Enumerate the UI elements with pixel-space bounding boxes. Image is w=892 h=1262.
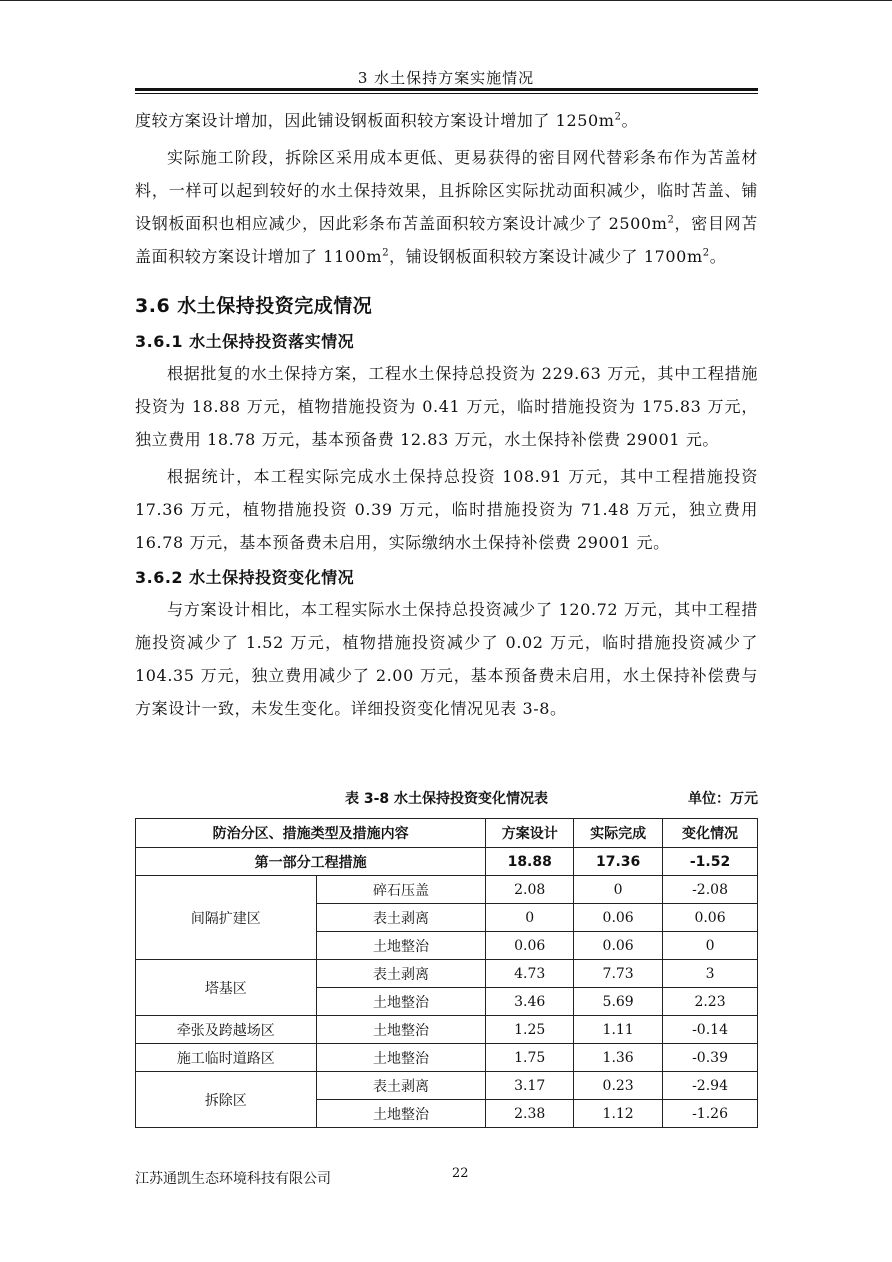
- header-plan: 方案设计: [486, 819, 574, 848]
- plan-cell: 2.08: [486, 876, 574, 904]
- table-row: [136, 1016, 758, 1044]
- change-cell: -1.26: [663, 1100, 758, 1128]
- subsection-heading-2: 3.6.2 水土保持投资变化情况: [135, 568, 355, 587]
- page-top-border: [0, 0, 892, 1]
- change-cell: -2.94: [663, 1072, 758, 1100]
- subsection-heading-1: 3.6.1 水土保持投资落实情况: [135, 332, 355, 351]
- measure-cell: 土地整治: [316, 1016, 486, 1044]
- paragraph-investment-change: 与方案设计相比，本工程实际水土保持总投资减少了 120.72 万元，其中工程措施投资减少了 1.52 万元，植物措施投资减少了 0.02 万元，临时措施投资减少了 104.35 万元，独立费用减少了 2.00 万元，基本预备费未启用，水土保持补偿费与方案设计一致，未发生变化。详细投资变化情况见表 3-8。: [135, 600, 758, 718]
- table-unit: 单位：万元: [688, 791, 758, 807]
- plan-cell: 1.75: [486, 1044, 574, 1072]
- paragraph-construction-phase: [135, 141, 758, 273]
- actual-cell: 0.06: [574, 904, 663, 932]
- area-cell: 塔基区: [136, 960, 317, 1016]
- measure-cell: 土地整治: [316, 1044, 486, 1072]
- p2-text-d: 。: [709, 247, 727, 266]
- part1-label: 第一部分工程措施: [136, 848, 486, 876]
- paragraph-approved-investment: 根据批复的水土保持方案，工程水土保持总投资为 229.63 万元，其中工程措施投资为 18.88 万元，植物措施投资为 0.41 万元，临时措施投资为 175.83 万元，独立费用 18.78 万元，基本预备费 12.83 万元，水土保持补偿费 29001 元。: [135, 364, 758, 449]
- part1-change: -1.52: [663, 848, 758, 876]
- measure-cell: 土地整治: [316, 932, 486, 960]
- measure-cell: 表土剥离: [316, 960, 486, 988]
- paragraph-actual-investment: 根据统计，本工程实际完成水土保持总投资 108.91 万元，其中工程措施投资 17.36 万元，植物措施投资 0.39 万元，临时措施投资为 71.48 万元，独立费用 16.78 万元，基本预备费未启用，实际缴纳水土保持补偿费 29001 元。: [135, 467, 758, 552]
- p2-text-a: 实际施工阶段，拆除区采用成本更低、更易获得的密目网代替彩条布作为苫盖材料，一样可以起到较好的水土保持效果，且拆除区实际扰动面积减少，临时苫盖、铺设钢板面积也相应减少，因此彩条布苫盖面积较方案设计减少了 2500m: [135, 148, 758, 233]
- actual-cell: 1.36: [574, 1044, 663, 1072]
- actual-cell: 0.06: [574, 932, 663, 960]
- measure-cell: 土地整治: [316, 1100, 486, 1128]
- p1-superscript: 2: [614, 111, 622, 123]
- document-body: [135, 104, 758, 725]
- actual-cell: 1.12: [574, 1100, 663, 1128]
- footer-company: 江苏通凯生态环境科技有限公司: [135, 1171, 331, 1187]
- p2-superscript-2: 2: [382, 247, 390, 259]
- area-cell: 拆除区: [136, 1072, 317, 1128]
- actual-cell: 7.73: [574, 960, 663, 988]
- change-cell: 0.06: [663, 904, 758, 932]
- actual-cell: 5.69: [574, 988, 663, 1016]
- p2-text-c: ，铺设钢板面积较方案设计减少了 1700m: [389, 247, 703, 266]
- header-rule-thin: [135, 93, 758, 94]
- plan-cell: 3.46: [486, 988, 574, 1016]
- measure-cell: 表土剥离: [316, 904, 486, 932]
- measure-cell: 表土剥离: [316, 1072, 486, 1100]
- actual-cell: 0: [574, 876, 663, 904]
- table-header-row: [136, 819, 758, 848]
- p2-text-b: ，密目网苫盖面积较方案设计增加了 1100m: [135, 214, 758, 266]
- p1-end: 。: [621, 111, 639, 130]
- measure-cell: 碎石压盖: [316, 876, 486, 904]
- p2-superscript-3: 2: [702, 247, 710, 259]
- change-cell: -2.08: [663, 876, 758, 904]
- change-cell: 3: [663, 960, 758, 988]
- p2-superscript-1: 2: [667, 214, 675, 226]
- p1-text: 度较方案设计增加，因此铺设钢板面积较方案设计增加了 1250m: [135, 111, 615, 130]
- header-actual: 实际完成: [574, 819, 663, 848]
- running-header: 3 水土保持方案实施情况: [357, 69, 535, 87]
- header-category: 防治分区、措施类型及措施内容: [136, 819, 486, 848]
- change-cell: -0.39: [663, 1044, 758, 1072]
- table-row: [136, 960, 758, 988]
- area-cell: 牵张及跨越场区: [136, 1016, 317, 1044]
- plan-cell: 3.17: [486, 1072, 574, 1100]
- plan-cell: 4.73: [486, 960, 574, 988]
- actual-cell: 1.11: [574, 1016, 663, 1044]
- plan-cell: 0.06: [486, 932, 574, 960]
- area-cell: 间隔扩建区: [136, 876, 317, 960]
- table-row: [136, 1072, 758, 1100]
- table-caption-row: [135, 788, 758, 810]
- actual-cell: 0.23: [574, 1072, 663, 1100]
- table-row-part1-total: [136, 848, 758, 876]
- change-cell: -0.14: [663, 1016, 758, 1044]
- area-cell: 施工临时道路区: [136, 1044, 317, 1072]
- header-change: 变化情况: [663, 819, 758, 848]
- table-caption: 表 3-8 水土保持投资变化情况表: [344, 791, 549, 807]
- plan-cell: 2.38: [486, 1100, 574, 1128]
- header-rule-thick: [135, 88, 758, 91]
- section-heading: 3.6 水土保持投资完成情况: [135, 295, 373, 317]
- part1-plan: 18.88: [486, 848, 574, 876]
- investment-change-table: [135, 818, 758, 1128]
- plan-cell: 1.25: [486, 1016, 574, 1044]
- change-cell: 0: [663, 932, 758, 960]
- paragraph-continuation: [135, 104, 758, 137]
- page-number: 22: [452, 1166, 469, 1181]
- part1-actual: 17.36: [574, 848, 663, 876]
- table-row: [136, 1044, 758, 1072]
- table-row: [136, 876, 758, 904]
- plan-cell: 0: [486, 904, 574, 932]
- measure-cell: 土地整治: [316, 988, 486, 1016]
- change-cell: 2.23: [663, 988, 758, 1016]
